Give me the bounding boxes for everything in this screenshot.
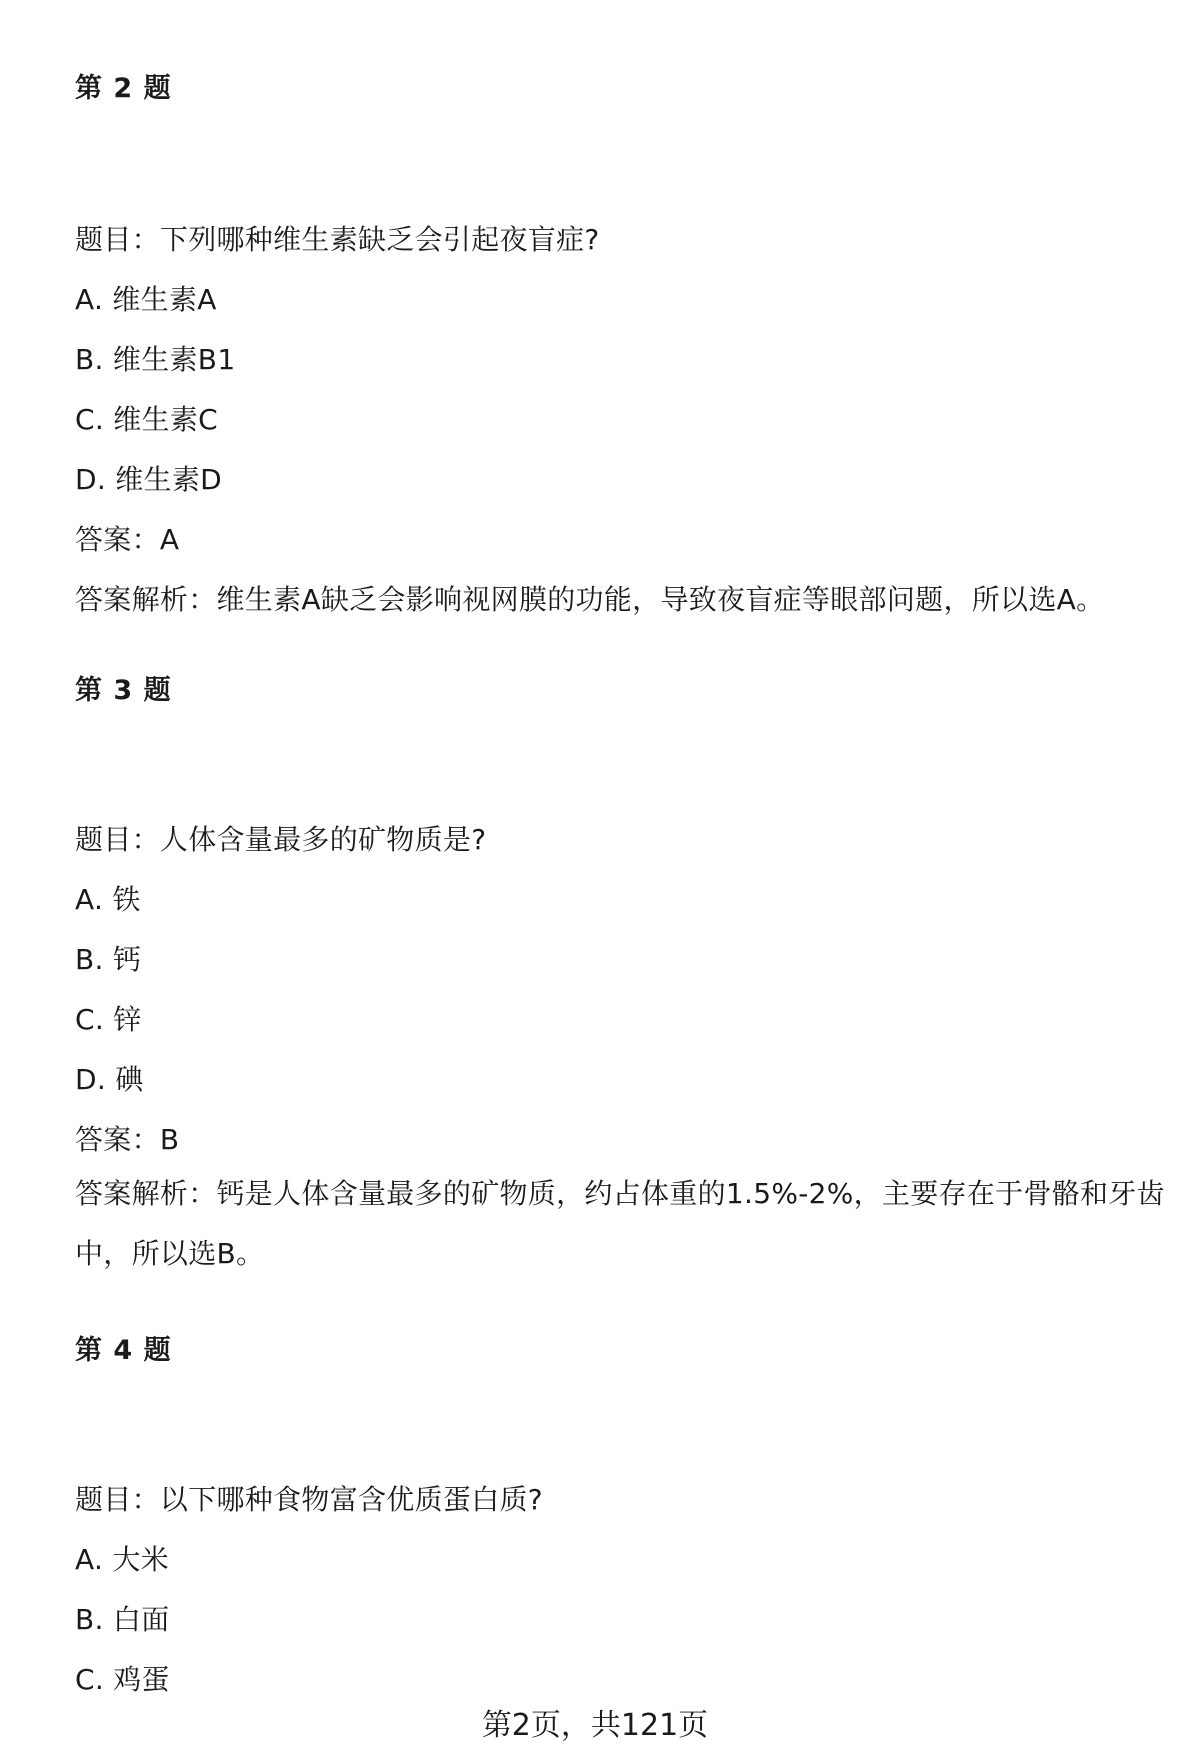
question-4-option-b: B. 白面 — [75, 1603, 170, 1636]
question-3-stem: 题目：人体含量最多的矿物质是? — [75, 823, 487, 856]
question-3-heading: 第 3 题 — [75, 675, 172, 706]
question-4-heading: 第 4 题 — [75, 1335, 172, 1366]
question-2-option-c: C. 维生素C — [75, 403, 219, 436]
question-3-option-b: B. 钙 — [75, 943, 142, 976]
question-3-explanation: 答案解析：钙是人体含量最多的矿物质，约占体重的1.5%-2%，主要存在于骨骼和牙齿中，所以选B。 — [75, 1177, 1165, 1270]
question-3-option-a: A. 铁 — [75, 883, 141, 916]
question-2-stem: 题目：下列哪种维生素缺乏会引起夜盲症? — [75, 223, 600, 256]
question-3-option-c: C. 锌 — [75, 1003, 142, 1036]
question-4-stem: 题目：以下哪种食物富含优质蛋白质? — [75, 1483, 543, 1516]
question-2-heading: 第 2 题 — [75, 73, 172, 104]
question-3-option-d: D. 碘 — [75, 1063, 144, 1096]
question-3-answer: 答案：B — [75, 1123, 180, 1156]
page-number-footer: 第2页，共121页 — [481, 1708, 709, 1743]
question-4-option-a: A. 大米 — [75, 1543, 169, 1576]
question-4-option-c: C. 鸡蛋 — [75, 1663, 170, 1696]
question-2-explanation: 答案解析：维生素A缺乏会影响视网膜的功能，导致夜盲症等眼部问题，所以选A。 — [75, 583, 1105, 616]
question-2-option-b: B. 维生素B1 — [75, 343, 236, 376]
question-2-option-a: A. 维生素A — [75, 283, 217, 316]
question-2-option-d: D. 维生素D — [75, 463, 223, 496]
question-2-answer: 答案：A — [75, 523, 180, 556]
